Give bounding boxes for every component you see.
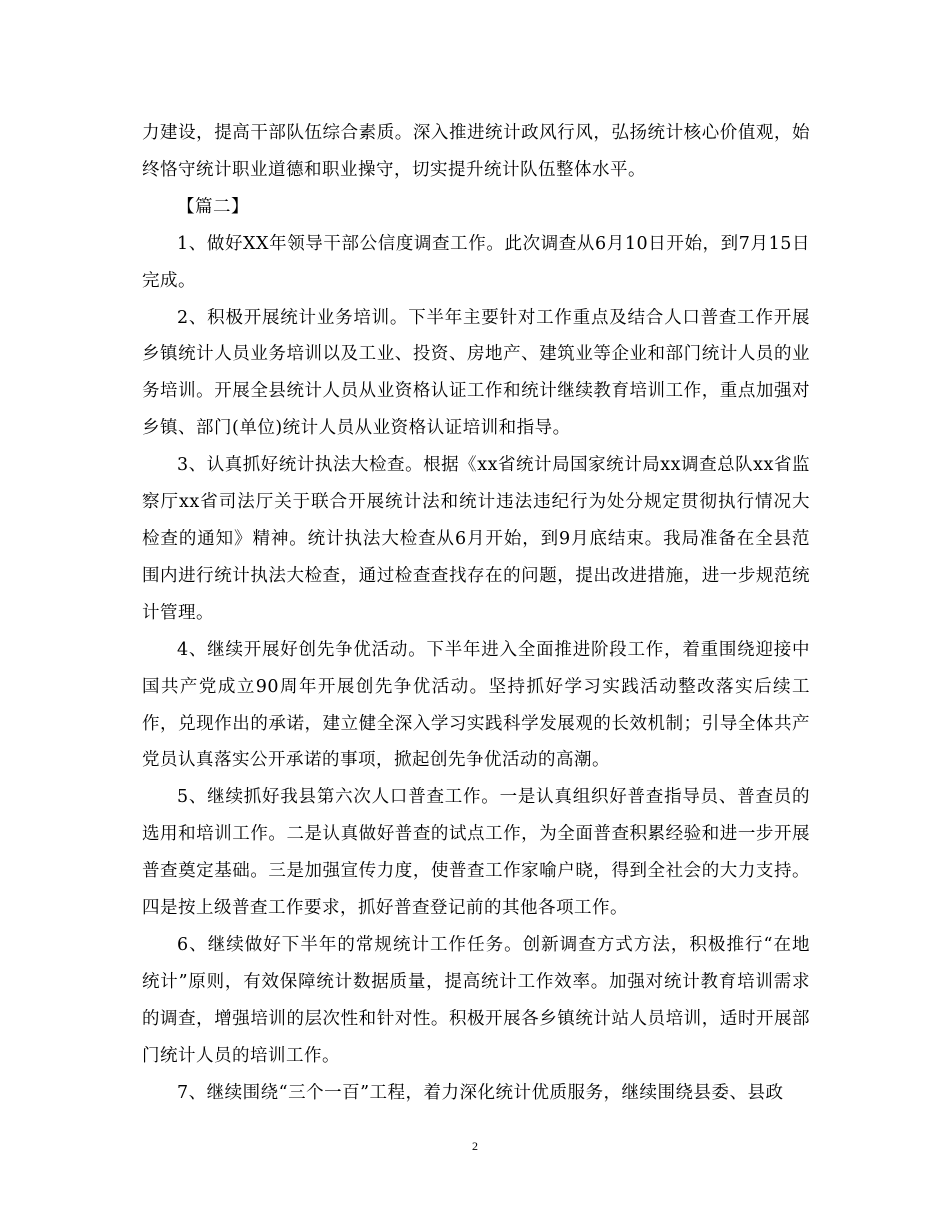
paragraph-continuation: 力建设，提高干部队伍综合素质。深入推进统计政风行风，弘扬统计核心价值观，始终恪守统计职业道德和职业操守，切实提升统计队伍整体水平。 (142, 123, 810, 180)
paragraph-item-2: 2、积极开展统计业务培训。下半年主要针对工作重点及结合人口普查工作开展乡镇统计人员业务培训以及工业、投资、房地产、建筑业等企业和部门统计人员的业务培训。开展全县统计人员从业资格认证工作和统计继续教育培训工作，重点加强对乡镇、部门(单位)统计人员从业资格认证培训和指导。 (142, 307, 810, 439)
page-number: 2 (472, 1139, 478, 1153)
paragraph-item-7: 7、继续围绕“三个一百”工程，着力深化统计优质服务，继续围绕县委、县政 (177, 1082, 784, 1103)
paragraph-item-4: 4、继续开展好创先争优活动。下半年进入全面推进阶段工作，着重围绕迎接中国共产党成立90周年开展创先争优活动。坚持抓好学习实践活动整改落实后续工作，兑现作出的承诺，建立健全深入学习实践科学发展观的长效机制；引导全体共产党员认真落实公开承诺的事项，掀起创先争优活动的高潮。 (142, 639, 810, 771)
paragraph-item-3: 3、认真抓好统计执法大检查。根据《xx省统计局国家统计局xx调查总队xx省监察厅xx省司法厅关于联合开展统计法和统计违法违纪行为处分规定贯彻执行情况大检查的通知》精神。统计执法大检查从6月开始，到9月底结束。我局准备在全县范围内进行统计执法大检查，通过检查查找存在的问题，提出改进措施，进一步规范统计管理。 (142, 455, 810, 623)
paragraph-item-6: 6、继续做好下半年的常规统计工作任务。创新调查方式方法，积极推行“在地统计”原则，有效保障统计数据质量，提高统计工作效率。加强对统计教育培训需求的调查，增强培训的层次性和针对性。积极开展各乡镇统计站人员培训，适时开展部门统计人员的培训工作。 (142, 934, 810, 1066)
document-body (142, 115, 810, 1111)
paragraph-item-5: 5、继续抓好我县第六次人口普查工作。一是认真组织好普查指导员、普查员的选用和培训工作。二是认真做好普查的试点工作，为全面普查积累经验和进一步开展普查奠定基础。三是加强宣传力度，使普查工作家喻户晓，得到全社会的大力支持。四是按上级普查工作要求，抓好普查登记前的其他各项工作。 (142, 787, 810, 919)
section-heading: 【篇二】 (177, 196, 249, 217)
paragraph-item-1: 1、做好XX年领导干部公信度调查工作。此次调查从6月10日开始，到7月15日完成。 (142, 233, 810, 291)
